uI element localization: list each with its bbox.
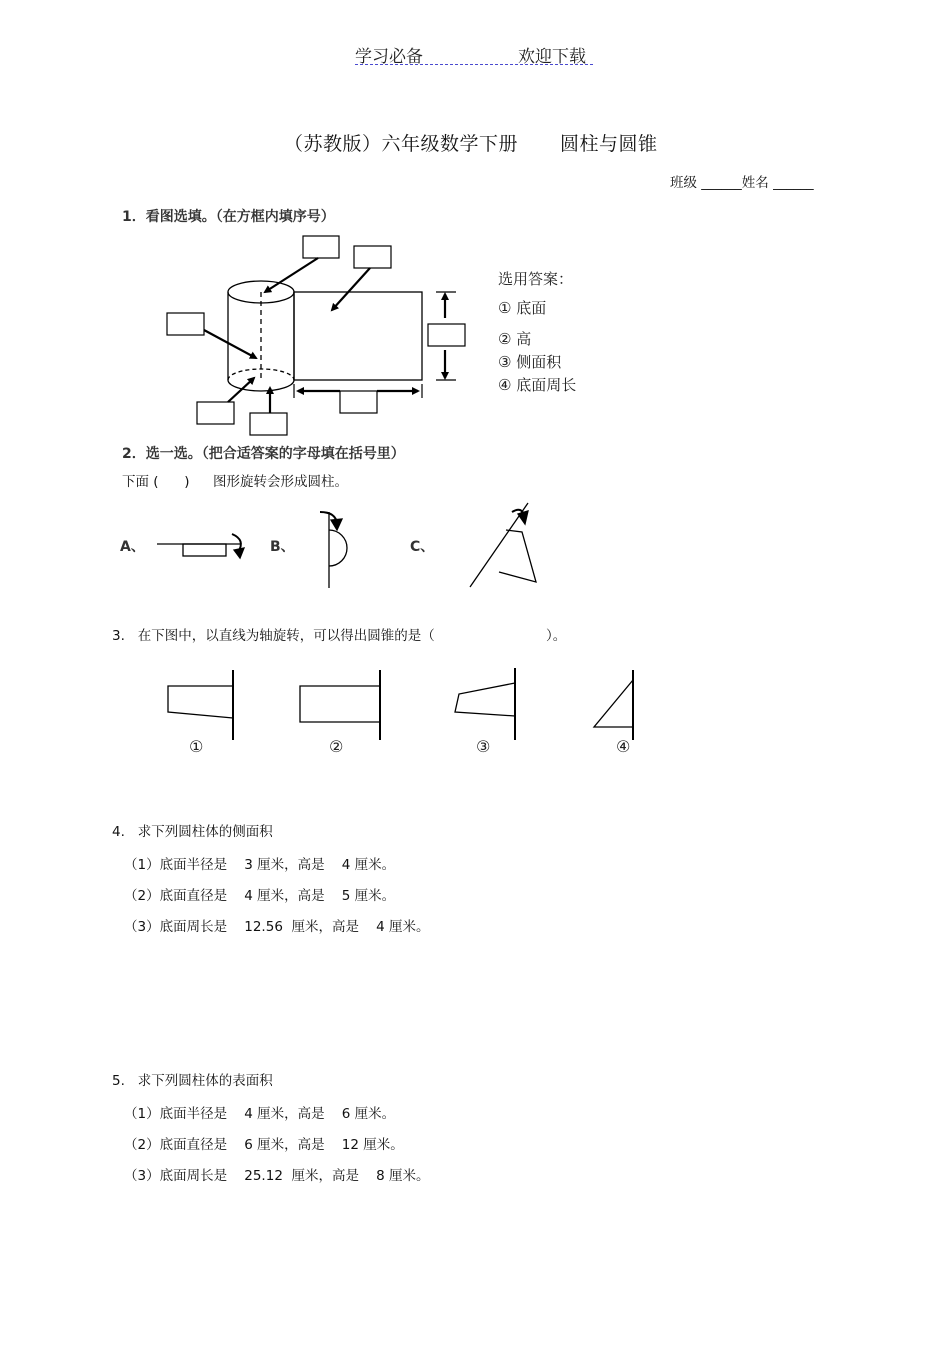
q4-item-2: （2）底面直径是 4 厘米，高是 5 厘米。: [124, 888, 396, 904]
option-a-label: A、: [120, 539, 145, 555]
cylinder-figure: [228, 281, 294, 391]
page-subtitle: 圆柱与圆锥: [560, 133, 658, 155]
q3-label-1: ①: [189, 737, 204, 756]
answer-box-top-right: [354, 246, 391, 268]
q5-item-1: （1）底面半径是 4 厘米，高是 6 厘米。: [124, 1106, 396, 1122]
q5-item-3: （3）底面周长是 25.12 厘米，高是 8 厘米。: [124, 1168, 430, 1184]
q4-item-1: （1）底面半径是 3 厘米，高是 4 厘米。: [124, 857, 396, 873]
question-2-stem-blank: 下面 ( ): [122, 474, 190, 490]
q4-item-3: （3）底面周长是 12.56 厘米，高是 4 厘米。: [124, 919, 430, 935]
answer-box-top: [303, 236, 339, 258]
class-name-line: 班级 ______姓名 ______: [670, 175, 814, 191]
q2-figure-c: [470, 503, 536, 587]
answer-box-right: [428, 324, 465, 346]
q3-figure-1: [168, 670, 233, 740]
question-2-stem: 图形旋转会形成圆柱。: [213, 474, 348, 490]
header-right: 欢迎下载: [518, 47, 586, 67]
answers-title: 选用答案：: [498, 270, 574, 288]
answer-box-bottom-left: [197, 402, 234, 424]
answer-box-left: [167, 313, 204, 335]
answer-box-bottom-right: [340, 391, 377, 413]
q3-label-4: ④: [616, 737, 631, 756]
q3-figure-2: [300, 670, 380, 740]
option-b-label: B、: [270, 539, 295, 555]
answer-option-4: ④ 底面周长: [498, 376, 577, 394]
q2-figure-a: [157, 534, 244, 558]
q3-label-2: ②: [329, 737, 344, 756]
q3-label-3: ③: [476, 737, 491, 756]
answer-option-2: ② 高: [498, 330, 532, 348]
q2-figure-b: [320, 512, 347, 588]
question-3-prompt: 3. 在下图中，以直线为轴旋转，可以得出圆锥的是（: [112, 628, 435, 644]
question-3-close: ）。: [546, 628, 567, 644]
q3-figure-4: [594, 670, 633, 740]
page-title: （苏教版）六年级数学下册: [284, 133, 519, 155]
question-2-prompt: 2．选一选。（把合适答案的字母填在括号里）: [122, 446, 405, 462]
question-4-prompt: 4. 求下列圆柱体的侧面积: [112, 824, 273, 840]
header-left: 学习必备: [355, 47, 423, 67]
q5-item-2: （2）底面直径是 6 厘米，高是 12 厘米。: [124, 1137, 404, 1153]
answer-option-3: ③ 侧面积: [498, 353, 562, 371]
q3-figure-3: [455, 668, 515, 740]
option-c-label: C、: [410, 539, 435, 555]
answer-box-bottom: [250, 413, 287, 435]
question-5-prompt: 5. 求下列圆柱体的表面积: [112, 1073, 273, 1089]
question-1-prompt: 1．看图选填。（在方框内填序号）: [122, 209, 335, 225]
answer-option-1: ① 底面: [498, 299, 547, 317]
unfolded-rectangle: [294, 292, 422, 380]
answer-boxes: [167, 236, 465, 435]
q1-answer-list: [498, 268, 576, 397]
